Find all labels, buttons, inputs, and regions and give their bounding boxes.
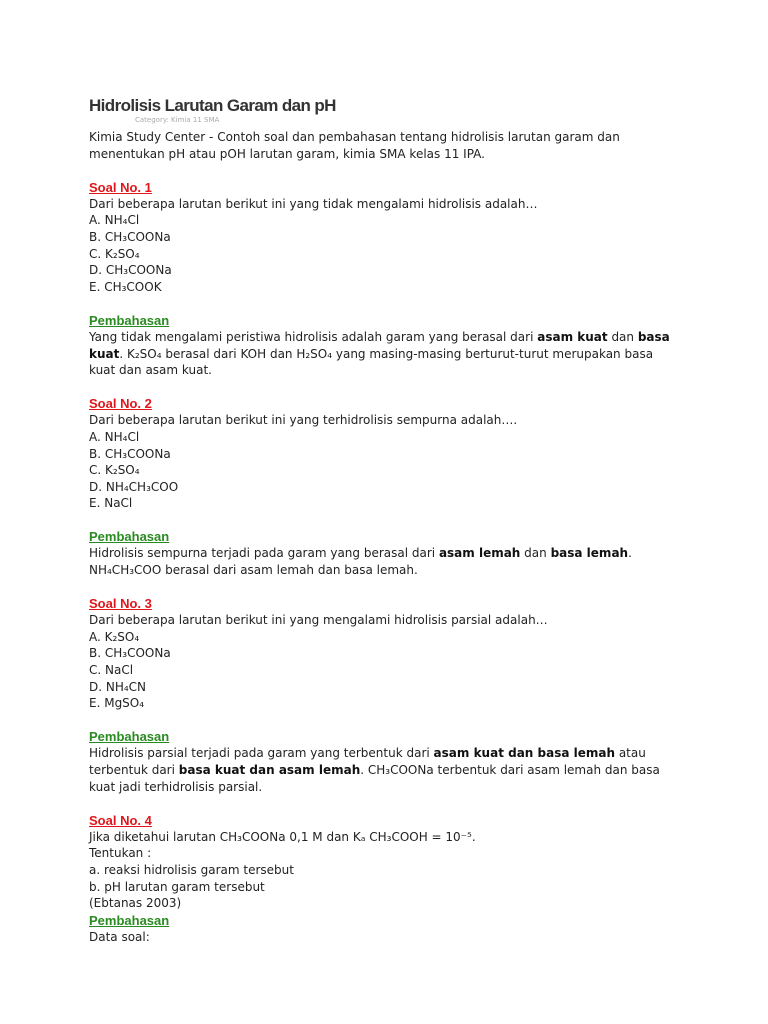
option-c: C. NaCl xyxy=(89,663,134,678)
option-c: C. K₂SO₄ xyxy=(89,463,140,478)
answer-line: NH₄CH₃COO berasal dari asam lemah dan basa lemah. xyxy=(89,563,418,578)
answer-text: dan xyxy=(607,329,638,344)
answer-1 xyxy=(89,312,728,379)
answer-bold: asam lemah xyxy=(438,546,521,561)
question-line: b. pH larutan garam tersebut xyxy=(89,879,265,894)
question-4-heading: Soal No. 4 xyxy=(89,812,152,828)
answer-line: kuat jadi terhidrolisis parsial. xyxy=(89,779,263,794)
answer-text: atau xyxy=(615,746,646,761)
answer-text: dan xyxy=(520,546,551,561)
intro-paragraph xyxy=(89,129,728,162)
question-3 xyxy=(89,595,728,712)
answer-bold: basa lemah xyxy=(550,546,629,561)
question-text: Dari beberapa larutan berikut ini yang mengalami hidrolisis parsial adalah… xyxy=(89,613,548,628)
answer-text: Yang tidak mengalami peristiwa hidrolisis adalah garam yang berasal dari xyxy=(89,329,538,344)
option-d: D. CH₃COONa xyxy=(89,263,172,278)
option-e: E. MgSO₄ xyxy=(89,696,145,711)
answer-text: Hidrolisis sempurna terjadi pada garam yang berasal dari xyxy=(89,546,439,561)
answer-3 xyxy=(89,728,728,795)
question-line: a. reaksi hidrolisis garam tersebut xyxy=(89,862,294,877)
answer-line xyxy=(89,745,728,762)
question-3-heading: Soal No. 3 xyxy=(89,596,152,612)
question-text: Dari beberapa larutan berikut ini yang tidak mengalami hidrolisis adalah… xyxy=(89,196,538,211)
page-title: Hidrolisis Larutan Garam dan pH xyxy=(89,96,336,115)
option-c: C. K₂SO₄ xyxy=(89,246,140,261)
option-b: B. CH₃COONa xyxy=(89,646,171,661)
question-2 xyxy=(89,395,728,512)
answer-line xyxy=(89,346,728,363)
pembahasan-heading: Pembahasan xyxy=(89,529,170,545)
question-1 xyxy=(89,179,728,296)
question-1-heading: Soal No. 1 xyxy=(89,179,152,195)
option-b: B. CH₃COONa xyxy=(89,229,171,244)
answer-bold: basa xyxy=(637,329,670,344)
question-2-heading: Soal No. 2 xyxy=(89,396,152,412)
answer-line xyxy=(89,329,728,346)
answer-bold: asam kuat xyxy=(537,329,608,344)
option-a: A. NH₄Cl xyxy=(89,429,140,444)
intro-line: Kimia Study Center - Contoh soal dan pembahasan tentang hidrolisis larutan garam dan xyxy=(89,130,620,144)
data-soal-label: Data soal: xyxy=(89,929,150,944)
question-4 xyxy=(89,812,728,946)
answer-text: . K₂SO₄ berasal dari KOH dan H₂SO₄ yang masing-masing berturut-turut merupakan basa xyxy=(119,346,654,361)
answer-bold: asam kuat dan basa lemah xyxy=(433,746,616,761)
answer-text: terbentuk dari xyxy=(89,763,179,777)
answer-text: . CH₃COONa terbentuk dari asam lemah dan basa xyxy=(360,763,660,777)
answer-2 xyxy=(89,528,728,578)
option-b: B. CH₃COONa xyxy=(89,446,171,461)
question-line: Tentukan : xyxy=(89,846,152,861)
answer-line xyxy=(89,762,728,779)
question-text: Dari beberapa larutan berikut ini yang terhidrolisis sempurna adalah…. xyxy=(89,413,518,428)
option-a: A. NH₄Cl xyxy=(89,213,140,228)
pembahasan-heading: Pembahasan xyxy=(89,729,170,745)
option-a: A. K₂SO₄ xyxy=(89,629,140,644)
option-d: D. NH₄CN xyxy=(89,679,147,694)
option-e: E. NaCl xyxy=(89,496,133,511)
category-label[interactable]: Category: Kimia 11 SMA xyxy=(135,116,220,124)
answer-text: Hidrolisis parsial terjadi pada garam yang terbentuk dari xyxy=(89,746,434,761)
pembahasan-heading: Pembahasan xyxy=(89,312,170,328)
option-d: D. NH₄CH₃COO xyxy=(89,479,179,494)
answer-line xyxy=(89,545,728,562)
question-line: (Ebtanas 2003) xyxy=(89,896,182,911)
question-text: Jika diketahui larutan CH₃COONa 0,1 M dan Kₐ CH₃COOH = 10⁻⁵. xyxy=(89,829,476,844)
answer-line: kuat dan asam kuat. xyxy=(89,363,212,378)
answer-bold: kuat xyxy=(89,346,120,361)
answer-text: . xyxy=(628,546,632,561)
option-e: E. CH₃COOK xyxy=(89,279,162,294)
answer-bold: basa kuat dan asam lemah xyxy=(178,763,361,777)
pembahasan-heading: Pembahasan xyxy=(89,912,170,928)
intro-line: menentukan pH atau pOH larutan garam, kimia SMA kelas 11 IPA. xyxy=(89,146,485,161)
